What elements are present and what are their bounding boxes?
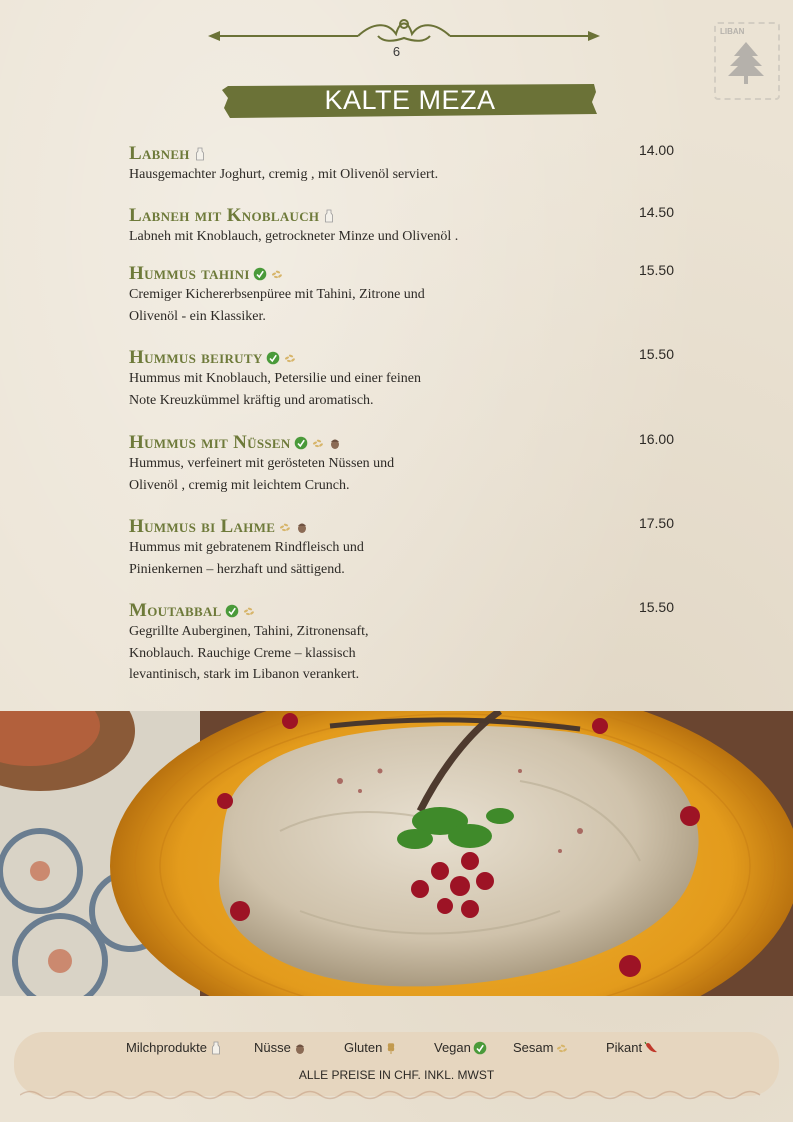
description-line: Hummus, verfeinert mit gerösteten Nüssen und: [129, 456, 395, 471]
description-line: Cremiger Kichererbsenpüree mit Tahini, Zitrone und: [129, 287, 425, 302]
sesame-icon: [278, 520, 292, 534]
item-name: Hummus tahini: [129, 263, 250, 284]
vegan-icon: [253, 267, 267, 281]
menu-item: [129, 262, 679, 327]
sesame-icon: [242, 604, 256, 618]
page-number: 6: [392, 44, 401, 59]
liban-stamp-logo: [714, 22, 780, 100]
menu-item: [129, 599, 679, 686]
legend-item: [126, 1040, 223, 1055]
item-price: 15.50: [638, 262, 674, 278]
menu-item: [129, 431, 679, 496]
legend-label: Nüsse: [254, 1040, 291, 1055]
item-description: [129, 284, 469, 327]
legend-label: Milchprodukte: [126, 1040, 207, 1055]
menu-item: [129, 515, 679, 580]
legend-item: [606, 1040, 658, 1055]
item-price: 14.00: [638, 142, 674, 158]
sesame-icon: [270, 267, 284, 281]
item-price: 17.50: [638, 515, 674, 531]
legend-item: [254, 1040, 307, 1055]
menu-item: [129, 142, 679, 186]
legend-item: [434, 1040, 487, 1055]
milk-icon: [209, 1041, 223, 1055]
description-line: Knoblauch. Rauchige Creme – klassisch: [129, 645, 356, 661]
legend-label: Sesam: [513, 1040, 554, 1055]
nut-icon: [293, 1041, 307, 1055]
sesame-icon: [283, 351, 297, 365]
description-line: Labneh mit Knoblauch, getrockneter Minze und Olivenöl .: [129, 229, 459, 244]
section-title-banner: [222, 80, 598, 120]
description-line: Pinienkernen – herzhaft und sättigend.: [129, 561, 345, 577]
description-line: Hummus mit gebratenem Rindfleisch und: [129, 540, 364, 555]
description-line: Note Kreuzkümmel kräftig und aromatisch.: [129, 392, 374, 408]
item-name: Hummus beiruty: [129, 347, 263, 368]
milk-icon: [322, 209, 336, 223]
chili-icon: [644, 1041, 658, 1055]
item-name: Hummus bi Lahme: [129, 516, 276, 537]
item-description: [129, 453, 469, 496]
section-title: KALTE MEZA: [324, 85, 496, 115]
item-price: 14.50: [638, 204, 674, 220]
item-name: Labneh mit Knoblauch: [129, 205, 320, 226]
item-name: Labneh: [129, 143, 190, 164]
vegan-icon: [225, 604, 239, 618]
legend-label: Gluten: [344, 1040, 383, 1055]
gluten-icon: [384, 1041, 398, 1055]
description-line: Hausgemachter Joghurt, cremig , mit Olivenöl serviert.: [129, 167, 439, 182]
legend-item: [344, 1040, 398, 1055]
description-line: Olivenöl - ein Klassiker.: [129, 308, 266, 324]
cedar-tree-icon: [726, 40, 766, 86]
decorative-border-pattern: [20, 1088, 773, 1102]
stamp-label: LIBAN: [720, 27, 745, 36]
vegan-icon: [294, 436, 308, 450]
legend-label: Vegan: [434, 1040, 471, 1055]
description-line: Hummus mit Knoblauch, Petersilie und einer feinen: [129, 371, 421, 386]
description-line: Gegrillte Auberginen, Tahini, Zitronensaft,: [129, 624, 369, 639]
item-description: [129, 537, 469, 580]
price-note: ALLE PREISE IN CHF. INKL. MWST: [298, 1068, 495, 1082]
menu-item: [129, 346, 679, 411]
flourish-ornament-icon: [208, 12, 600, 46]
vegan-icon: [266, 351, 280, 365]
item-description: [129, 226, 469, 248]
nut-icon: [328, 436, 342, 450]
item-name: Moutabbal: [129, 600, 222, 621]
legend-item: [513, 1040, 569, 1055]
item-description: [129, 164, 469, 186]
allergen-legend: [14, 1032, 779, 1096]
item-description: [129, 368, 469, 411]
moutabbal-photo: [0, 711, 793, 996]
description-line: levantinisch, stark im Libanon verankert.: [129, 667, 360, 682]
nut-icon: [295, 520, 309, 534]
vegan-icon: [473, 1041, 487, 1055]
menu-item: [129, 204, 679, 248]
item-description: [129, 621, 469, 686]
sesame-icon: [555, 1041, 569, 1055]
item-price: 15.50: [638, 346, 674, 362]
description-line: Olivenöl , cremig mit leichtem Crunch.: [129, 477, 350, 493]
item-price: 15.50: [638, 599, 674, 615]
item-price: 16.00: [638, 431, 674, 447]
sesame-icon: [311, 436, 325, 450]
legend-label: Pikant: [606, 1040, 643, 1055]
item-name: Hummus mit Nüssen: [129, 432, 291, 453]
milk-icon: [193, 147, 207, 161]
